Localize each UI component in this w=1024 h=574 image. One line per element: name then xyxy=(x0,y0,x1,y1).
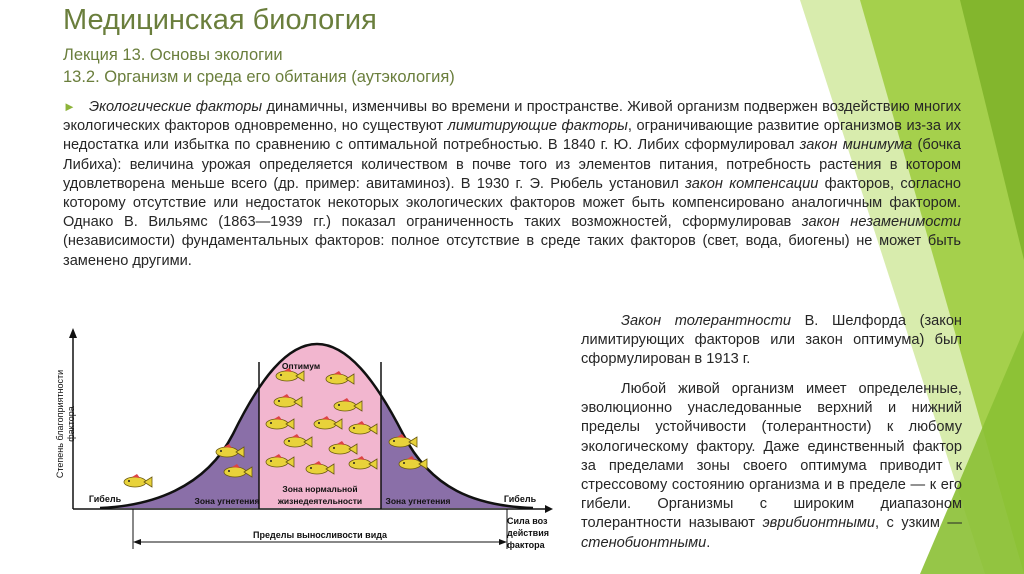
paragraph-text: . xyxy=(706,534,711,551)
tolerance-law-paragraph xyxy=(581,312,962,370)
paragraph-text: (независимости) фундаментальных факторов: полное отсутствие в среде таких факторов (свет, вода, биогены) не может быть заменено другими. xyxy=(63,233,961,269)
factor-strength-line3: фактора xyxy=(507,540,545,550)
zone-normal-label-line2: жизнедеятельности xyxy=(277,496,363,506)
death-right-label: Гибель xyxy=(503,494,537,504)
subtitle-lecture: Лекция 13. Основы экологии xyxy=(63,46,283,64)
zone-normal-label-line1: Зона нормальной xyxy=(282,484,358,494)
term-eurybiont: эврибионтными xyxy=(762,515,875,532)
term-law-of-irreplaceability: закон незаменимости xyxy=(801,214,961,231)
term-stenobiont: стенобионтными xyxy=(581,534,707,551)
term-law-of-compensation: закон компенсации xyxy=(685,175,819,192)
triangle-right-icon: ► xyxy=(63,99,76,114)
paragraph-text: Любой живой организм имеет определенные, эволюционно унаследованные верхний и нижний пределы устойчивости (толерантности) к любому экологическому фактору. Даже единственный фактор за пределами зоны своего оптимума приводит к стрессовому состоянию организма и в пределе — к его гибели. Организмы с широким диапазоном толерантности называют xyxy=(581,381,962,532)
optimum-label: Оптимум xyxy=(281,361,321,371)
paragraph-text: , с узким — xyxy=(874,515,962,532)
death-left-label: Гибель xyxy=(88,494,122,504)
term-law-of-tolerance: Закон толерантности xyxy=(621,313,791,329)
paragraph-text: (бочка Либиха): величина урожая определяется количеством в почве того из элементов питания, потребность растения в котором удовлетворена меньше всего (др. пример: авитаминоз). В 1930 г. Э. Рюбель установил xyxy=(63,137,961,192)
factor-strength-line1: Сила воз xyxy=(507,516,548,526)
tolerance-limits-label: Пределы выносливости вида xyxy=(253,530,387,540)
zone-oppression-right-label: Зона угнетения xyxy=(385,496,451,506)
subtitle-topic: 13.2. Организм и среда его обитания (аутэкология) xyxy=(63,68,455,86)
term-law-of-minimum: закон минимума xyxy=(799,137,913,154)
factor-strength-line2: действия xyxy=(507,528,549,538)
zone-oppression-left-label: Зона угнетения xyxy=(194,496,260,506)
tolerance-limits-paragraph xyxy=(581,380,962,553)
paragraph-text: факторов, согласно которому отсутствие или недостаток некоторых экологических факторов может быть компенсировано аналогичным фактором. Однако В. Вильямс (1863—1939 гг.) показал ограниченность таких возможностей, сформулировав xyxy=(63,175,961,231)
term-ecological-factors: Экологические факторы xyxy=(89,99,263,115)
page-title: Медицинская биология xyxy=(63,4,377,36)
y-axis-label-line2: фактора xyxy=(66,406,76,442)
y-axis-label-line1: Степень благоприятности xyxy=(55,369,65,479)
paragraph-text: В. Шелфорда (закон лимитирующих факторов или закон оптимума) был сформулирован в 1913 г. xyxy=(581,313,962,368)
paragraph-text: динамичны, изменчивы во времени и пространстве. Живой организм подвержен воздействию многих экологических факторов одновременно, но существуют xyxy=(63,99,961,135)
term-limiting-factors: лимитирующие факторы xyxy=(447,118,628,135)
tolerance-diagram xyxy=(55,324,555,568)
main-paragraph xyxy=(63,97,961,271)
paragraph-text: , ограничивающие развитие организмов из-за их недостатка или избытка по сравнению с оптимальной потребностью. В 1840 г. Ю. Либих сформулировал xyxy=(63,118,961,154)
